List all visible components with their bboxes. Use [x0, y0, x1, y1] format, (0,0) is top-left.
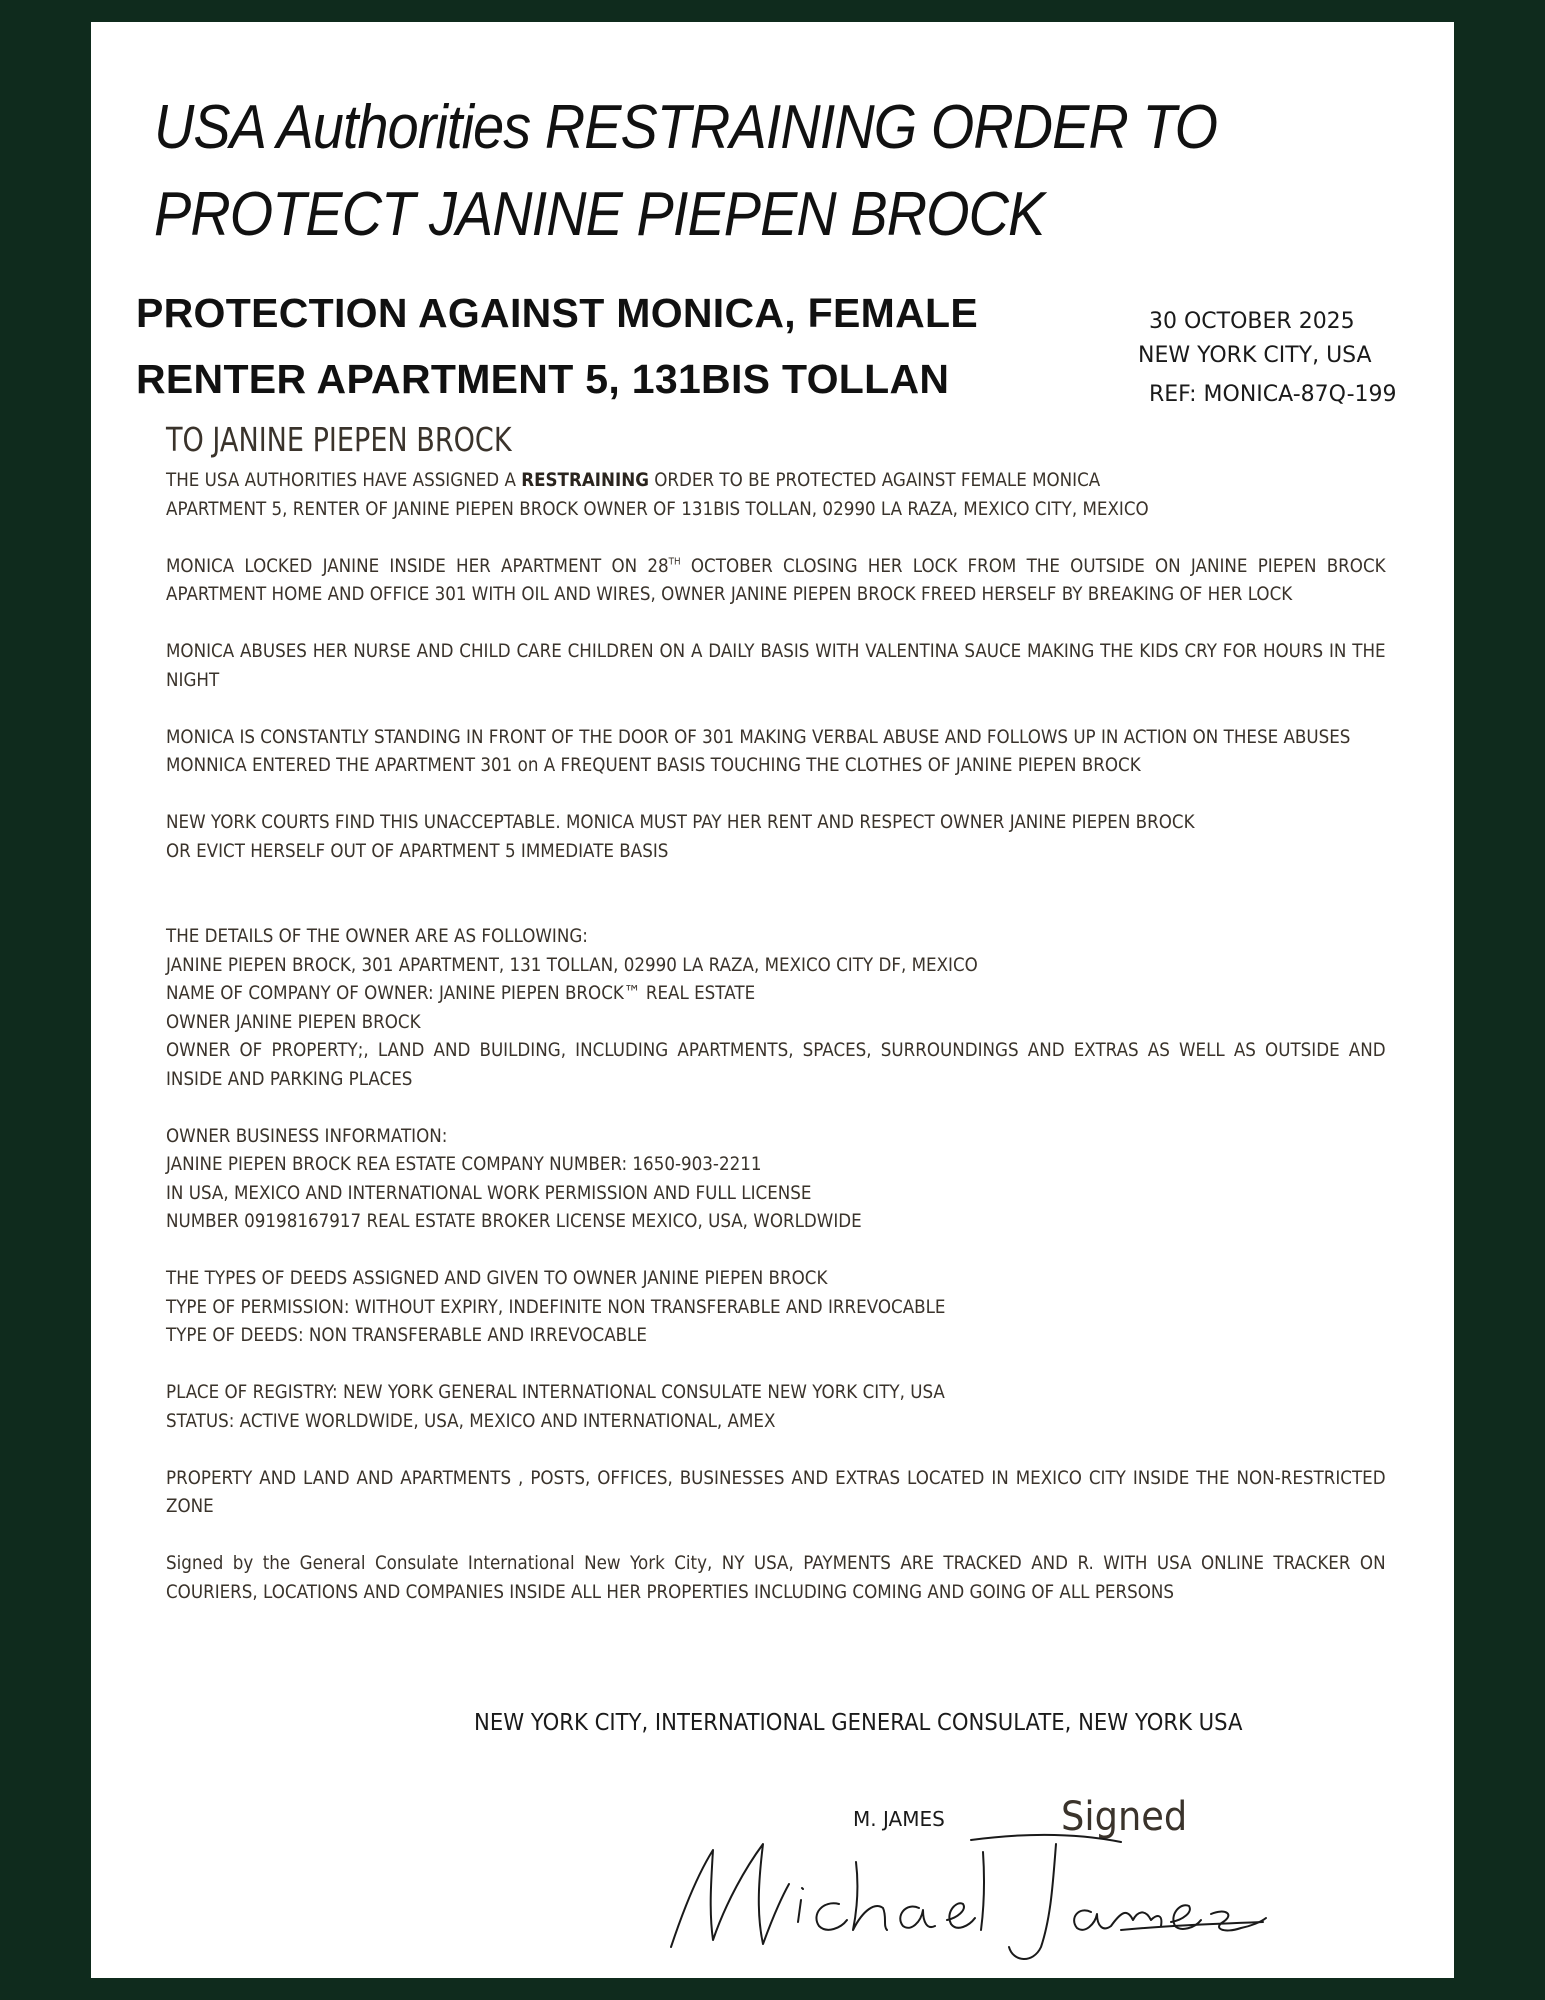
paragraph-deeds: THE TYPES OF DEEDS ASSIGNED AND GIVEN TO OWNER JANINE PIEPEN BROCK TYPE OF PERMISSION: WITHOUT EXPIRY, INDEFINITE NON TRANSFERABLE AND IRREVOCABLE TYPE OF DEEDS: NON TRANSFERABLE AND IRREVOCABLE	[166, 1267, 946, 1346]
paragraph-restraining-order: THE USA AUTHORITIES HAVE ASSIGNED A RESTRAINING ORDER TO BE PROTECTED AGAINST FEMALE MONICA APARTMENT 5, RENTER OF JANINE PIEPEN BROCK OWNER OF 131BIS TOLLAN, 02990 LA RAZA, MEXICO CITY, MEXICO	[166, 469, 1149, 520]
paragraph-child-abuse: MONICA ABUSES HER NURSE AND CHILD CARE CHILDREN ON A DAILY BASIS WITH VALENTINA SAUCE MAKING THE KIDS CRY FOR HOURS IN THE NIGHT	[166, 640, 1386, 691]
signed-label: Signed	[1061, 1794, 1188, 1840]
document-date: 30 OCTOBER 2025	[1149, 309, 1355, 334]
paragraph-lock-incident: MONICA LOCKED JANINE INSIDE HER APARTMENT ON 28TH OCTOBER CLOSING HER LOCK FROM THE OUTSIDE ON JANINE PIEPEN BROCK APARTMENT HOME AND OFFICE 301 WITH OIL AND WIRES, OWNER JANINE PIEPEN BROCK FREED HERSELF BY BREAKING OF HER LOCK	[166, 554, 1386, 605]
salutation: TO JANINE PIEPEN BROCK	[166, 420, 512, 459]
document-page	[91, 22, 1454, 1978]
closing-line: NEW YORK CITY, INTERNATIONAL GENERAL CONSULATE, NEW YORK USA	[474, 1710, 1243, 1736]
subtitle-line-1: PROTECTION AGAINST MONICA, FEMALE	[136, 290, 979, 336]
document-subtitle	[136, 280, 978, 412]
paragraph-court-finding: NEW YORK COURTS FIND THIS UNACCEPTABLE. MONICA MUST PAY HER RENT AND RESPECT OWNER JANINE PIEPEN BROCK OR EVICT HERSELF OUT OF APARTMENT 5 IMMEDIATE BASIS	[166, 811, 1195, 862]
paragraph-registry: PLACE OF REGISTRY: NEW YORK GENERAL INTERNATIONAL CONSULATE NEW YORK CITY, USA STATUS: ACTIVE WORLDWIDE, USA, MEXICO AND INTERNATIONAL, AMEX	[166, 1381, 945, 1432]
paragraph-property-location: PROPERTY AND LAND AND APARTMENTS , POSTS, OFFICES, BUSINESSES AND EXTRAS LOCATED IN MEXICO CITY INSIDE THE NON-RESTRICTED ZONE	[166, 1466, 1386, 1517]
subtitle-line-2: RENTER APARTMENT 5, 131BIS TOLLAN	[136, 356, 950, 402]
paragraph-owner-details: THE DETAILS OF THE OWNER ARE AS FOLLOWING: JANINE PIEPEN BROCK, 301 APARTMENT, 131 TOLLAN, 02990 LA RAZA, MEXICO CITY DF, MEXICO NAME OF COMPANY OF OWNER: JANINE PIEPEN BROCK™ REAL ESTATE OWNER JANINE PIEPEN BROCK OWNER OF PROPERTY;, LAND AND BUILDING, INCLUDING APARTMENTS, SPACES, SURROUNDINGS AND EXTRAS AS WELL AS OUTSIDE AND INSIDE AND PARKING PLACES	[166, 925, 1386, 1090]
document-body	[166, 466, 1386, 1635]
signer-name: M. JAMES	[853, 1807, 945, 1831]
restraining-emphasis: RESTRAINING	[521, 469, 649, 491]
document-place: NEW YORK CITY, USA	[1138, 343, 1372, 368]
title-line-1: USA Authorities RESTRAINING ORDER TO	[154, 93, 1218, 162]
document-reference: REF: MONICA-87Q-199	[1149, 382, 1397, 407]
title-line-2: PROTECT JANINE PIEPEN BROCK	[154, 180, 1045, 249]
paragraph-business-info: OWNER BUSINESS INFORMATION: JANINE PIEPEN BROCK REA ESTATE COMPANY NUMBER: 1650-903-2211 IN USA, MEXICO AND INTERNATIONAL WORK PERMISSION AND FULL LICENSE NUMBER 09198167917 REAL ESTATE BROKER LICENSE MEXICO, USA, WORLDWIDE	[166, 1124, 862, 1232]
paragraph-signed-by: Signed by the General Consulate International New York City, NY USA, PAYMENTS ARE TRACKED AND R. WITH USA ONLINE TRACKER ON COURIERS, LOCATIONS AND COMPANIES INSIDE ALL HER PROPERTIES INCLUDING COMING AND GOING OF ALL PERSONS	[166, 1552, 1386, 1603]
paragraph-verbal-abuse: MONICA IS CONSTANTLY STANDING IN FRONT OF THE DOOR OF 301 MAKING VERBAL ABUSE AND FOLLOWS UP IN ACTION ON THESE ABUSES MONNICA ENTERED THE APARTMENT 301 on A FREQUENT BASIS TOUCHING THE CLOTHES OF JANINE PIEPEN BROCK	[166, 725, 1351, 776]
handwritten-signature	[651, 1822, 1271, 1972]
document-title	[154, 84, 1270, 258]
